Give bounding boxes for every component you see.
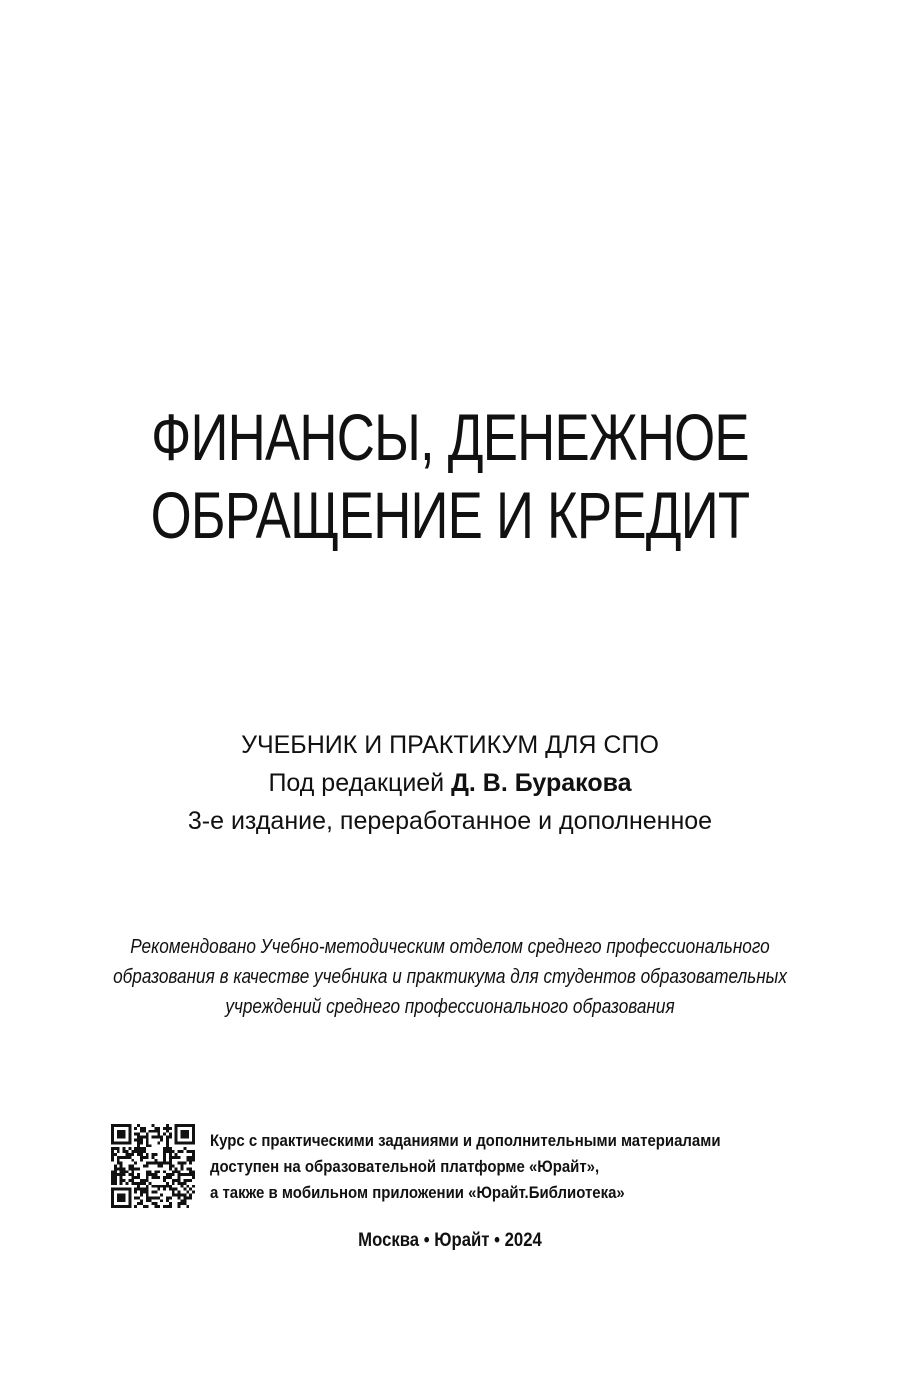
course-note-line-2: доступен на образовательной платформе «Юрайт», (210, 1157, 600, 1176)
editor-prefix: Под редакцией (268, 769, 445, 797)
recommendation-line-2: образования в качестве учебника и практикума для студентов образовательных (113, 966, 787, 988)
recommendation-text (63, 932, 837, 1022)
imprint: Москва • Юрайт • 2024 (358, 1230, 542, 1251)
editor-line (0, 764, 900, 802)
recommendation-line-3: учреждений среднего профессионального образования (225, 996, 675, 1018)
subtitle-block (0, 726, 900, 840)
recommendation-line-1: Рекомендовано Учебно-методическим отделом среднего профессионального (130, 936, 770, 958)
book-title-line-1: ФИНАНСЫ, ДЕНЕЖНОЕ (151, 400, 749, 474)
book-title (90, 398, 810, 554)
editor-name: Д. В. Буракова (451, 769, 632, 797)
qr-code-icon (111, 1124, 195, 1208)
book-type: УЧЕБНИК И ПРАКТИКУМ ДЛЯ СПО (241, 731, 659, 759)
book-title-line-2: ОБРАЩЕНИЕ И КРЕДИТ (150, 478, 750, 552)
course-note (210, 1128, 721, 1206)
course-note-line-3: а также в мобильном приложении «Юрайт.Библиотека» (210, 1183, 625, 1202)
edition-line: 3-е издание, переработанное и дополненное (187, 807, 713, 835)
course-note-line-1: Курс с практическими заданиями и дополнительными материалами (210, 1131, 721, 1150)
